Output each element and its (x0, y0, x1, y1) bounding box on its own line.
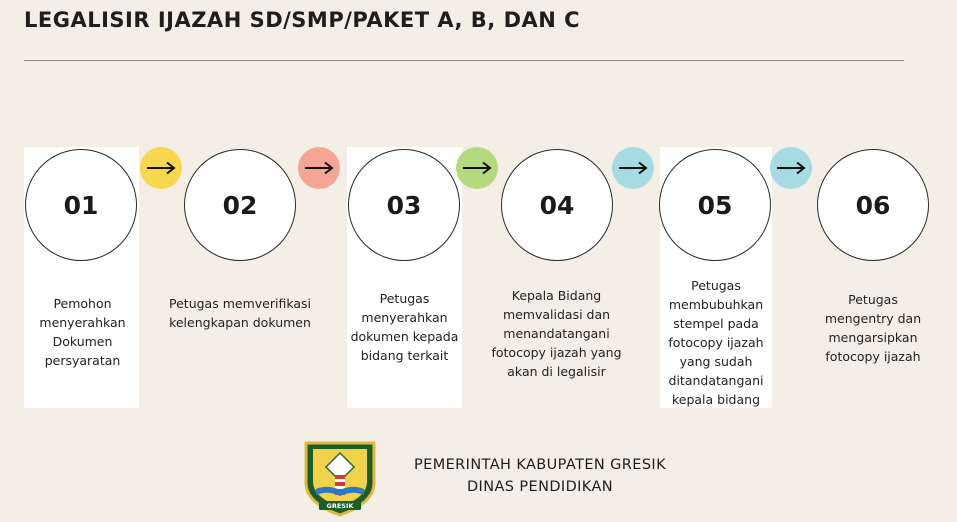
step-circle-02 (184, 149, 296, 261)
logo-caption: GRESIK (326, 502, 354, 510)
step-circle-06 (817, 149, 929, 261)
arrow-right-icon (461, 161, 493, 175)
step-description-04: Kepala Bidang memvalidasi dan menandatangani fotocopy ijazah yang akan di legalisir (491, 288, 622, 379)
step-number: 03 (386, 190, 422, 220)
arrow-connector-5 (770, 147, 812, 189)
step-description-05: Petugas membubuhkan stempel pada fotocopy ijazah yang sudah ditandatangani kepala bidang (668, 278, 764, 407)
step-number: 04 (539, 190, 575, 220)
arrow-connector-4 (612, 147, 654, 189)
footer-organization (390, 454, 690, 498)
arrow-right-icon (775, 161, 807, 175)
arrow-right-icon (145, 161, 177, 175)
gresik-regency-logo (302, 437, 378, 521)
step-description-01: Pemohon menyerahkan Dokumen persyaratan (39, 296, 126, 368)
arrow-connector-3 (456, 147, 498, 189)
step-number: 01 (63, 190, 99, 220)
arrow-right-icon (303, 161, 335, 175)
page-title: LEGALISIR IJAZAH SD/SMP/PAKET A, B, DAN C (24, 8, 581, 32)
step-description-03: Petugas menyerahkan dokumen kepada bidang terkait (350, 291, 459, 363)
step-circle-05 (659, 149, 771, 261)
step-circle-04 (501, 149, 613, 261)
footer-line-1: PEMERINTAH KABUPATEN GRESIK (413, 457, 667, 473)
arrow-right-icon (617, 161, 649, 175)
step-circle-01 (25, 149, 137, 261)
step-description-06: Petugas mengentry dan mengarsipkan fotocopy ijazah (824, 292, 922, 364)
step-number: 05 (697, 190, 733, 220)
step-circle-03 (348, 149, 460, 261)
step-number: 06 (855, 190, 891, 220)
title-divider (24, 60, 904, 61)
step-number: 02 (222, 190, 258, 220)
step-description-02: Petugas memverifikasi kelengkapan dokumen (169, 296, 311, 330)
footer-line-2: DINAS PENDIDIKAN (466, 479, 614, 495)
arrow-connector-2 (298, 147, 340, 189)
arrow-connector-1 (140, 147, 182, 189)
